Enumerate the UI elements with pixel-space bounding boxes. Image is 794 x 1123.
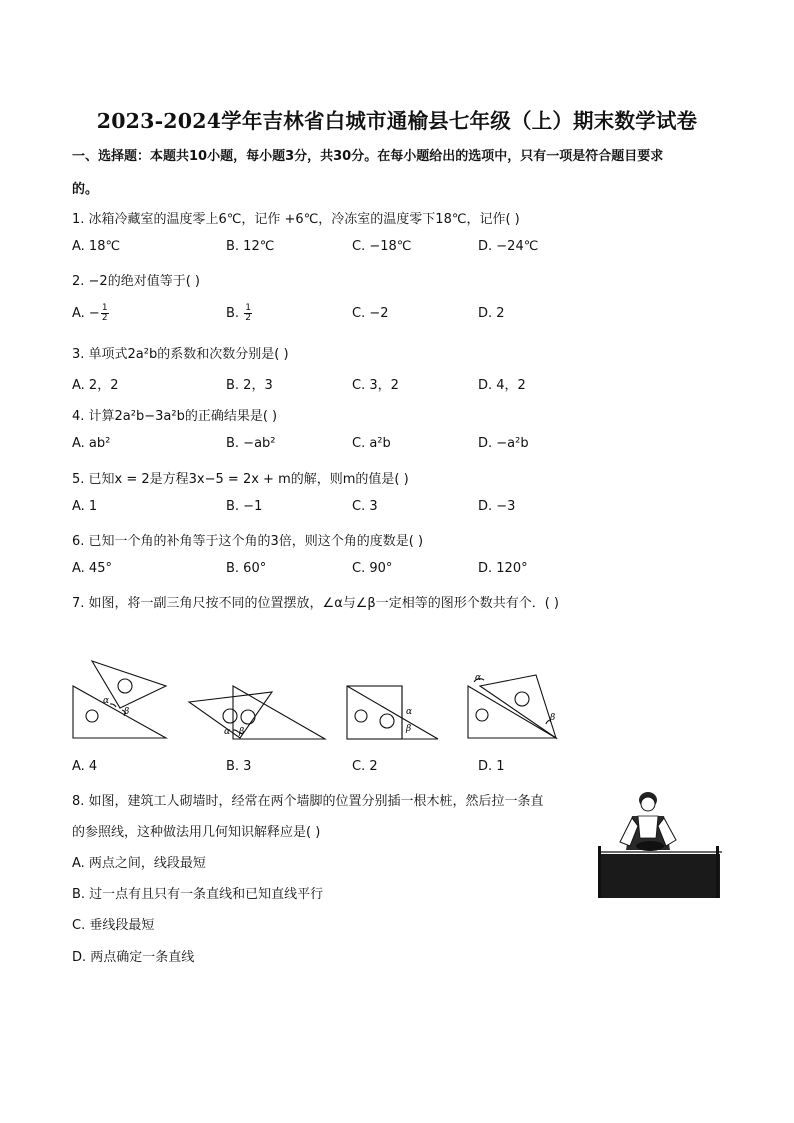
question-2-stem: 2. −2的绝对值等于( ) bbox=[72, 274, 200, 289]
q6-option-d: D. 120° bbox=[478, 561, 528, 576]
q7d-hole-top bbox=[515, 692, 529, 706]
q2-b-frac-den: 2 bbox=[245, 313, 251, 323]
q8-wall bbox=[600, 854, 720, 898]
q8-option-d: D. 两点确定一条直线 bbox=[72, 950, 195, 965]
q7-figure-d bbox=[466, 672, 562, 742]
q3-option-b: B. 2，3 bbox=[226, 378, 273, 393]
question-5-stem: 5. 已知x = 2是方程3x−5 = 2x + m的解，则m的值是( ) bbox=[72, 472, 409, 487]
q5-option-d: D. −3 bbox=[478, 499, 516, 514]
q1-option-a: A. 18℃ bbox=[72, 239, 121, 254]
q5-option-a: A. 1 bbox=[72, 499, 98, 514]
q7-figure-c bbox=[345, 684, 441, 742]
q2-option-a-prefix: A. − bbox=[72, 306, 100, 321]
q7-figure-b bbox=[186, 684, 328, 742]
q7a-alpha-label: α bbox=[103, 696, 110, 706]
q8-option-a: A. 两点之间，线段最短 bbox=[72, 856, 206, 871]
q2-a-frac-num: 1 bbox=[101, 303, 108, 313]
q4-option-b: B. −ab² bbox=[226, 436, 276, 451]
q8-stake-left bbox=[598, 846, 601, 898]
q2-option-b-fraction bbox=[244, 304, 252, 323]
page-title: 2023-2024学年吉林省白城市通榆县七年级（上）期末数学试卷 bbox=[96, 109, 698, 133]
q6-option-b: B. 60° bbox=[226, 561, 267, 576]
section-instructions-line1: 一、选择题：本题共10小题，每小题3分，共30分。在每小题给出的选项中，只有一项是符合题目要求 bbox=[72, 149, 664, 164]
question-8-stem-line2: 的参照线，这种做法用几何知识解释应是( ) bbox=[72, 825, 321, 840]
q1-option-d: D. −24℃ bbox=[478, 239, 539, 254]
q7-option-a: A. 4 bbox=[72, 759, 98, 774]
q3-option-c: C. 3，2 bbox=[352, 378, 399, 393]
question-3-stem: 3. 单项式2a²b的系数和次数分别是( ) bbox=[72, 347, 289, 362]
q7c-beta-label: β bbox=[406, 724, 412, 734]
q2-option-a-fraction bbox=[101, 304, 109, 323]
q7-option-c: C. 2 bbox=[352, 759, 378, 774]
q1-option-c: C. −18℃ bbox=[352, 239, 412, 254]
q7c-hypotenuse bbox=[347, 686, 438, 739]
question-4-stem: 4. 计算2a²b−3a²b的正确结果是( ) bbox=[72, 409, 278, 424]
q7-option-b: B. 3 bbox=[226, 759, 252, 774]
q7c-alpha-label: α bbox=[406, 707, 413, 717]
q7a-hole-bottom bbox=[86, 710, 98, 722]
q1-option-b: B. 12℃ bbox=[226, 239, 275, 254]
q7b-hole-left bbox=[223, 709, 237, 723]
q7-option-d: D. 1 bbox=[478, 759, 505, 774]
q4-option-a: A. ab² bbox=[72, 436, 111, 451]
q2-b-frac-num: 1 bbox=[245, 303, 251, 313]
q3-option-a: A. 2，2 bbox=[72, 378, 119, 393]
q7d-alpha-label: α bbox=[475, 673, 482, 683]
q7b-hole-right bbox=[241, 710, 255, 724]
q2-a-frac-den: 2 bbox=[101, 313, 108, 323]
q7a-hole-top bbox=[118, 679, 132, 693]
q7d-top-triangle bbox=[480, 675, 556, 738]
q3-option-d: D. 4，2 bbox=[478, 378, 526, 393]
q2-option-b bbox=[226, 304, 252, 323]
q2-option-a bbox=[72, 304, 109, 323]
q7b-alpha-label: α bbox=[224, 727, 231, 737]
q2-option-c: C. −2 bbox=[352, 306, 389, 321]
q7c-hole-right bbox=[380, 714, 394, 728]
q6-option-c: C. 90° bbox=[352, 561, 393, 576]
section-instructions-line2: 的。 bbox=[72, 182, 99, 197]
q7-figure-a bbox=[70, 658, 170, 740]
q8-bricklayer-figure bbox=[596, 788, 724, 900]
q7b-left-triangle bbox=[189, 692, 272, 738]
q8-option-b: B. 过一点有且只有一条直线和已知直线平行 bbox=[72, 887, 324, 902]
q7a-beta-label: β bbox=[124, 707, 130, 717]
q7c-hole-left bbox=[355, 710, 367, 722]
question-6-stem: 6. 已知一个角的补角等于这个角的3倍，则这个角的度数是( ) bbox=[72, 534, 424, 549]
q7d-hole-bottom bbox=[476, 709, 488, 721]
q8-worker bbox=[620, 792, 676, 851]
question-7-stem: 7. 如图，将一副三角尺按不同的位置摆放，∠α与∠β一定相等的图形个数共有个．( ) bbox=[72, 596, 559, 611]
q4-option-d: D. −a²b bbox=[478, 436, 529, 451]
q7b-right-triangle bbox=[233, 686, 325, 739]
q7b-beta-label: β bbox=[239, 727, 245, 737]
q8-option-c: C. 垂线段最短 bbox=[72, 918, 155, 933]
q5-option-c: C. 3 bbox=[352, 499, 378, 514]
question-1-stem: 1. 冰箱冷藏室的温度零上6℃，记作 +6℃，冷冻室的温度零下18℃，记作( ) bbox=[72, 212, 520, 227]
q7c-square-triangle-outline bbox=[347, 686, 402, 739]
q7d-bottom-triangle bbox=[468, 686, 556, 738]
q2-option-b-prefix: B. bbox=[226, 306, 244, 321]
q8-stake-right bbox=[716, 846, 719, 898]
q4-option-c: C. a²b bbox=[352, 436, 391, 451]
q6-option-a: A. 45° bbox=[72, 561, 112, 576]
question-8-stem-line1: 8. 如图，建筑工人砌墙时，经常在两个墙脚的位置分别插一根木桩，然后拉一条直 bbox=[72, 794, 544, 809]
q7d-beta-label: β bbox=[550, 713, 556, 723]
q5-option-b: B. −1 bbox=[226, 499, 263, 514]
q2-option-d: D. 2 bbox=[478, 306, 505, 321]
